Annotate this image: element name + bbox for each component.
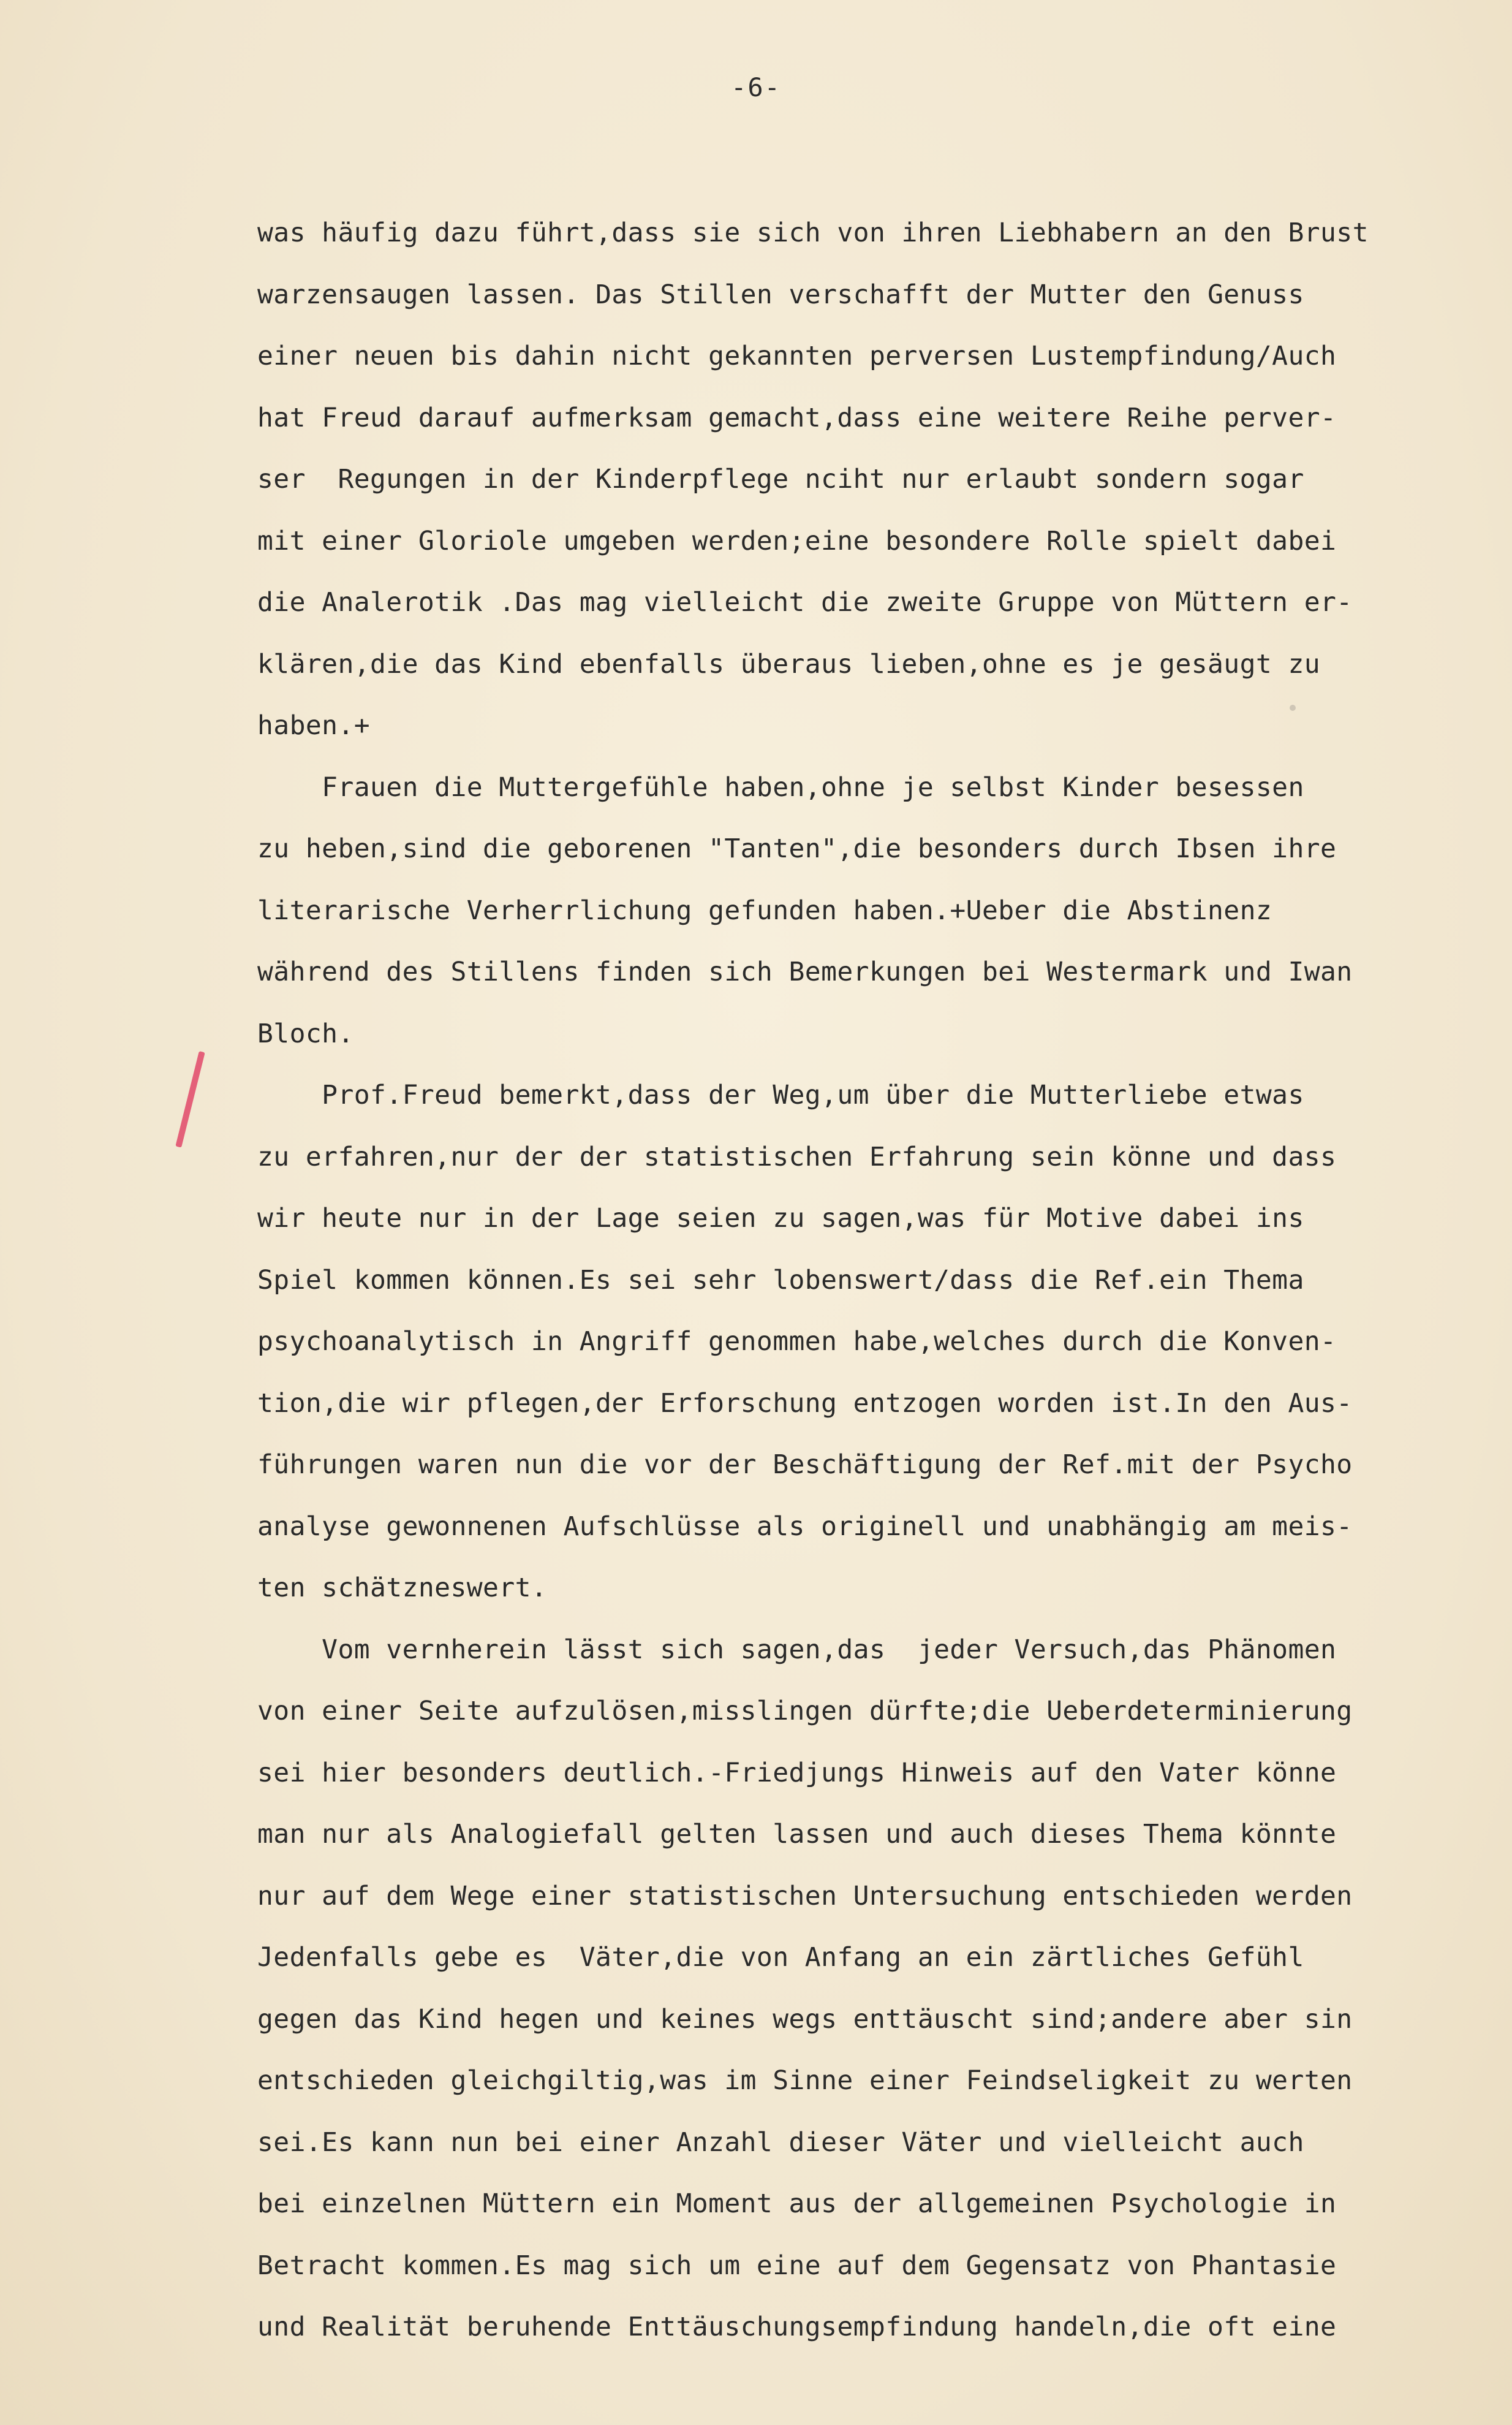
text-line: warzensaugen lassen. Das Stillen verschafft der Mutter den Genuss: [257, 279, 1304, 310]
text-line: einer neuen bis dahin nicht gekannten perversen Lustempfindung/Auch: [257, 341, 1337, 371]
text-line: wir heute nur in der Lage seien zu sagen,was für Motive dabei ins: [257, 1203, 1304, 1234]
text-line: Frauen die Muttergefühle haben,ohne je selbst Kinder besessen: [257, 772, 1304, 803]
text-line: Betracht kommen.Es mag sich um eine auf dem Gegensatz von Phantasie: [257, 2250, 1337, 2281]
text-line: haben.+: [257, 710, 371, 741]
text-line: Spiel kommen können.Es sei sehr lobenswert/dass die Ref.ein Thema: [257, 1264, 1304, 1296]
text-line: nur auf dem Wege einer statistischen Untersuchung entschieden werden: [257, 1880, 1353, 1911]
page-number: -6-: [731, 72, 781, 102]
text-line: man nur als Analogiefall gelten lassen und auch dieses Thema könnte: [257, 1819, 1337, 1850]
text-line: führungen waren nun die vor der Beschäftigung der Ref.mit der Psycho: [257, 1449, 1353, 1480]
text-line: klären,die das Kind ebenfalls überaus lieben,ohne es je gesäugt zu: [257, 648, 1321, 680]
text-line: hat Freud darauf aufmerksam gemacht,dass eine weitere Reihe perver-: [257, 402, 1337, 433]
text-line: ten schätzneswert.: [257, 1573, 548, 1603]
text-line: entschieden gleichgiltig,was im Sinne einer Feindseligkeit zu werten: [257, 2065, 1353, 2096]
text-line: Jedenfalls gebe es Väter,die von Anfang an ein zärtliches Gefühl: [257, 1942, 1304, 1973]
text-line: literarische Verherrlichung gefunden haben.+Ueber die Abstinenz: [257, 895, 1272, 926]
text-line: sei.Es kann nun bei einer Anzahl dieser Väter und vielleicht auch: [257, 2127, 1304, 2158]
text-line: die Analerotik .Das mag vielleicht die zweite Gruppe von Müttern er-: [257, 587, 1353, 618]
text-line: gegen das Kind hegen und keines wegs enttäuscht sind;andere aber sin: [257, 2003, 1353, 2035]
text-line: von einer Seite aufzulösen,misslingen dürfte;die Ueberdeterminierung: [257, 1696, 1353, 1726]
text-line: zu erfahren,nur der der statistischen Erfahrung sein könne und dass: [257, 1141, 1337, 1172]
text-line: sei hier besonders deutlich.-Friedjungs Hinweis auf den Vater könne: [257, 1757, 1337, 1788]
text-line: bei einzelnen Müttern ein Moment aus der allgemeinen Psychologie in: [257, 2188, 1337, 2219]
body-text: [257, 202, 1507, 2358]
text-line: was häufig dazu führt,dass sie sich von ihren Liebhabern an den Brust: [257, 218, 1369, 248]
text-line: zu heben,sind die geborenen "Tanten",die besonders durch Ibsen ihre: [257, 833, 1337, 864]
text-line: tion,die wir pflegen,der Erforschung entzogen worden ist.In den Aus-: [257, 1387, 1353, 1419]
text-line: psychoanalytisch in Angriff genommen habe,welches durch die Konven-: [257, 1326, 1337, 1357]
text-line: während des Stillens finden sich Bemerkungen bei Westermark und Iwan: [257, 957, 1353, 987]
text-line: Bloch.: [257, 1018, 354, 1049]
text-line: Prof.Freud bemerkt,dass der Weg,um über die Mutterliebe etwas: [257, 1080, 1304, 1110]
red-margin-mark: [175, 1051, 205, 1148]
text-line: ser Regungen in der Kinderpflege nciht nur erlaubt sondern sogar: [257, 464, 1304, 495]
text-line: mit einer Gloriole umgeben werden;eine besondere Rolle spielt dabei: [257, 525, 1337, 556]
text-line: und Realität beruhende Enttäuschungsempfindung handeln,die oft eine: [257, 2312, 1337, 2342]
text-line: Vom vernherein lässt sich sagen,das jeder Versuch,das Phänomen: [257, 1634, 1337, 1665]
text-line: analyse gewonnenen Aufschlüsse als originell und unabhängig am meis-: [257, 1511, 1353, 1542]
